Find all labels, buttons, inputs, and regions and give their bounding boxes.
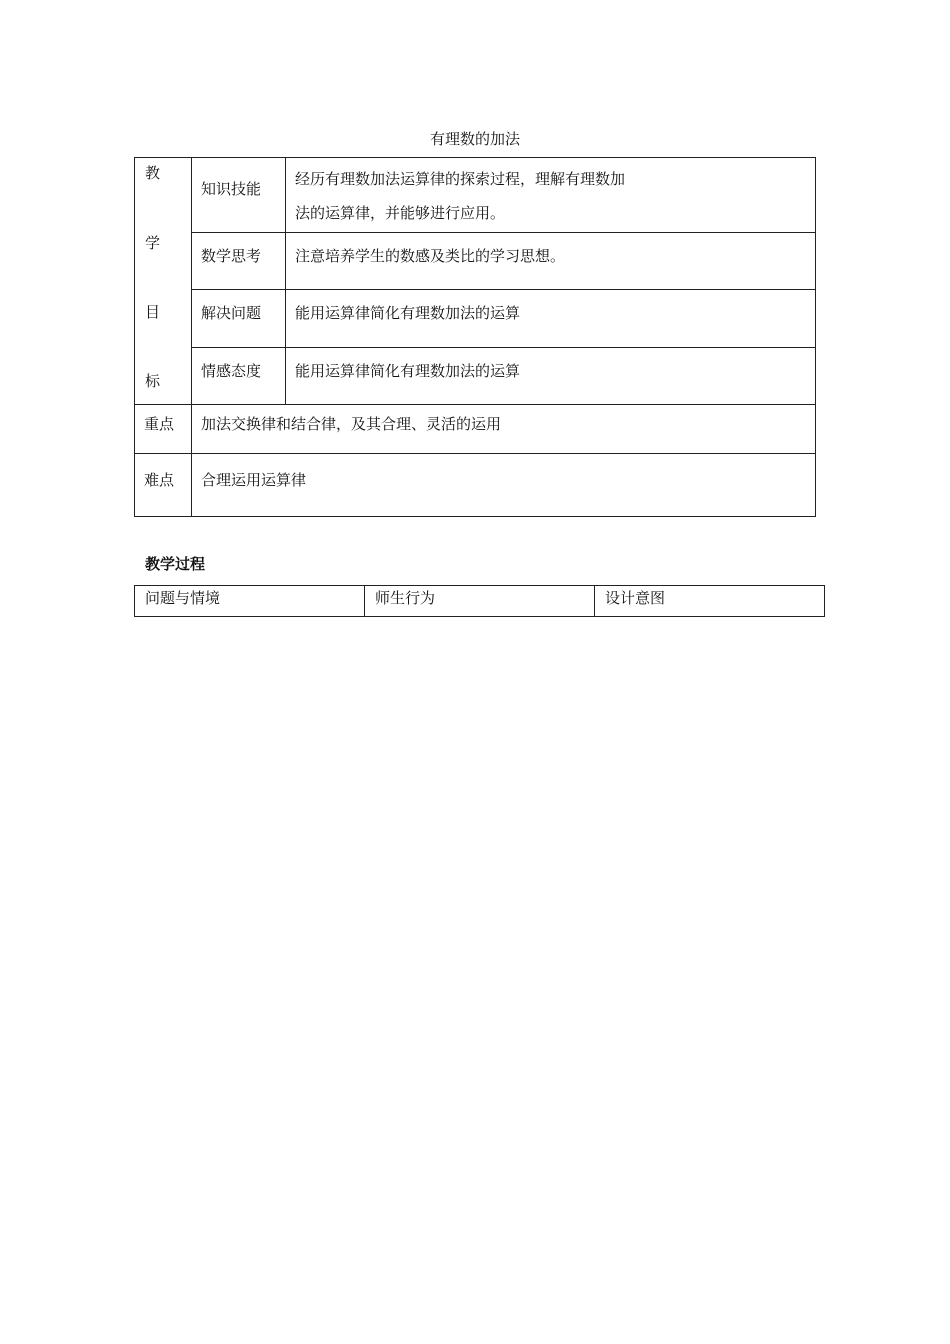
process-column-header: 问题与情境 xyxy=(135,586,365,617)
goal-text: 能用运算律简化有理数加法的运算 xyxy=(286,348,816,405)
goals-side-char: 学 xyxy=(145,234,161,252)
key-point-label: 重点 xyxy=(135,405,192,454)
goals-side-char: 教 xyxy=(145,164,161,182)
process-column-header: 师生行为 xyxy=(365,586,595,617)
goal-category: 知识技能 xyxy=(192,158,286,233)
goals-side-char: 标 xyxy=(145,372,161,390)
difficulty-label: 难点 xyxy=(135,454,192,517)
goals-side-label xyxy=(135,158,192,405)
goal-text-line: 经历有理数加法运算律的探索过程，理解有理数加 xyxy=(295,170,626,188)
teaching-process-table xyxy=(134,585,825,617)
process-column-header: 设计意图 xyxy=(595,586,825,617)
goal-text-line: 法的运算律，并能够进行应用。 xyxy=(295,204,506,222)
goal-category: 解决问题 xyxy=(192,290,286,348)
goal-text xyxy=(286,158,816,233)
goals-side-char: 目 xyxy=(145,303,161,321)
goal-text: 注意培养学生的数感及类比的学习思想。 xyxy=(286,233,816,290)
key-point-text: 加法交换律和结合律，及其合理、灵活的运用 xyxy=(192,405,816,454)
goal-category: 数学思考 xyxy=(192,233,286,290)
page-title: 有理数的加法 xyxy=(429,130,520,148)
goal-text: 能用运算律简化有理数加法的运算 xyxy=(286,290,816,348)
difficulty-text: 合理运用运算律 xyxy=(192,454,816,517)
goal-category: 情感态度 xyxy=(192,348,286,405)
teaching-goals-table xyxy=(134,157,816,517)
process-heading: 教学过程 xyxy=(145,555,206,573)
